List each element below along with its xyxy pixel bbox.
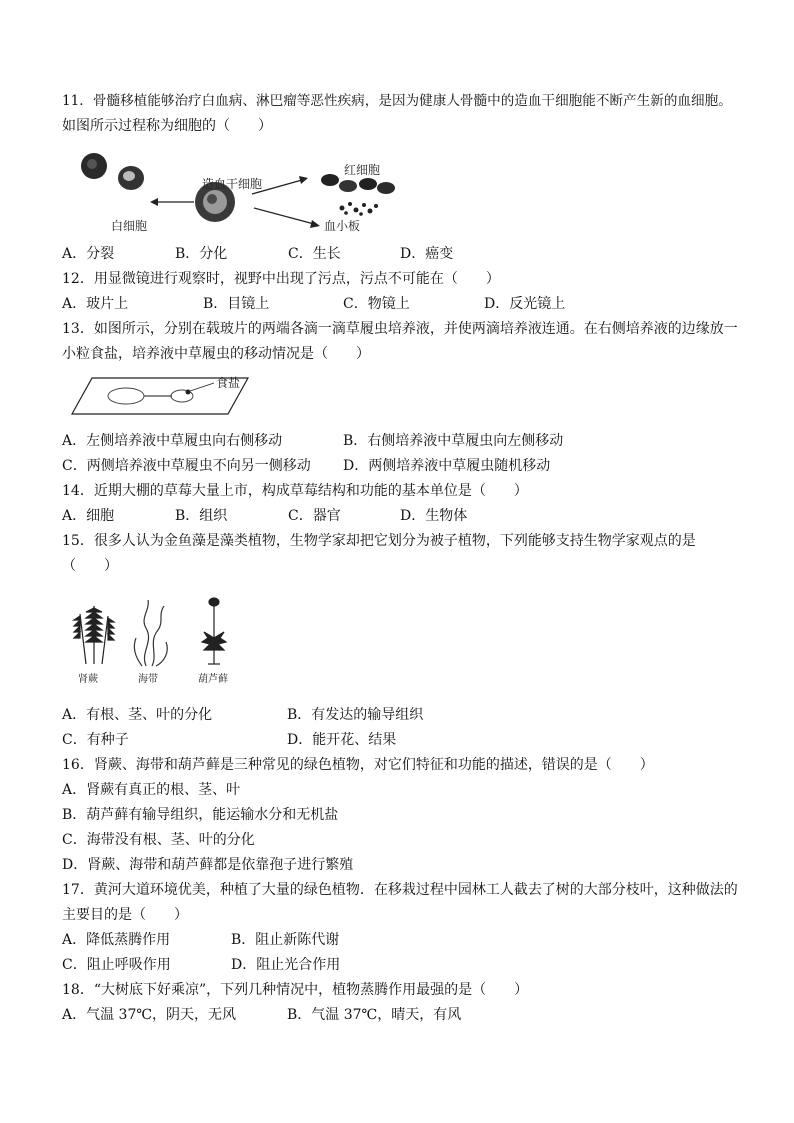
q12-option-b[interactable]: B．目镜上 bbox=[203, 296, 270, 312]
q16-option-b[interactable]: B．葫芦藓有输导组织，能运输水分和无机盐 bbox=[62, 807, 339, 823]
q15-stem-line1: 15．很多人认为金鱼藻是藻类植物，生物学家却把它划分为被子植物，下列能够支持生物学家观点的是 bbox=[62, 533, 696, 549]
q15-stem-line2: （ ） bbox=[62, 558, 118, 574]
slide-with-paramecium-figure bbox=[68, 372, 258, 422]
q12-stem: 12．用显微镜进行观察时，视野中出现了污点，污点不可能在（ ） bbox=[62, 271, 500, 287]
platelet-label: 血小板 bbox=[324, 219, 361, 233]
q17-stem-line1: 17．黄河大道环境优美，种植了大量的绿色植物．在移栽过程中园林工人截去了树的大部分枝叶，这种做法的 bbox=[62, 882, 738, 898]
q13-stem-line1: 13．如图所示，分别在载玻片的两端各滴一滴草履虫培养液，并使两滴培养液连通。在右侧培养液的边缘放一 bbox=[62, 321, 738, 337]
q13-option-c[interactable]: C．两侧培养液中草履虫不向另一侧移动 bbox=[62, 458, 311, 474]
q14-option-d[interactable]: D．生物体 bbox=[400, 508, 468, 524]
q15-option-a[interactable]: A．有根、茎、叶的分化 bbox=[62, 707, 213, 723]
q11-option-c[interactable]: C．生长 bbox=[288, 246, 341, 262]
q15-option-c[interactable]: C．有种子 bbox=[62, 732, 129, 748]
q11-option-a[interactable]: A．分裂 bbox=[62, 246, 115, 262]
q16-stem: 16．肾蕨、海带和葫芦藓是三种常见的绿色植物，对它们特征和功能的描述，错误的是（ ） bbox=[62, 757, 654, 773]
q18-stem: 18．“大树底下好乘凉”，下列几种情况中，植物蒸腾作用最强的是（ ） bbox=[62, 982, 529, 998]
three-plants-figure bbox=[66, 592, 246, 688]
q14-option-a[interactable]: A．细胞 bbox=[62, 508, 115, 524]
q12-option-a[interactable]: A．玻片上 bbox=[62, 296, 129, 312]
q11-option-d[interactable]: D．癌变 bbox=[400, 246, 454, 262]
q14-option-b[interactable]: B．组织 bbox=[175, 508, 228, 524]
q13-option-a[interactable]: A．左侧培养液中草履虫向右侧移动 bbox=[62, 433, 283, 449]
q12-option-d[interactable]: D．反光镜上 bbox=[484, 296, 566, 312]
left-culture-drop bbox=[108, 388, 144, 404]
q14-option-c[interactable]: C．器官 bbox=[288, 508, 341, 524]
moss-image bbox=[202, 598, 226, 664]
q11-option-b[interactable]: B．分化 bbox=[175, 246, 228, 262]
kelp-label: 海带 bbox=[138, 674, 158, 685]
q13-stem-line2: 小粒食盐，培养液中草履虫的移动情况是（ ） bbox=[62, 346, 370, 362]
q15-option-d[interactable]: D．能开花、结果 bbox=[287, 732, 397, 748]
red-blood-cell-image bbox=[321, 174, 339, 186]
salt-label: 食盐 bbox=[216, 376, 241, 390]
q11-stem-line1: 11．骨髓移植能够治疗白血病、淋巴瘤等恶性疾病，是因为健康人骨髓中的造血干细胞能不断产生新的血细胞。 bbox=[62, 93, 732, 109]
q18-option-a[interactable]: A．气温 37℃，阴天，无风 bbox=[62, 1007, 237, 1023]
q11-stem-line2: 如图所示过程称为细胞的（ ） bbox=[62, 118, 272, 134]
fern-image bbox=[74, 606, 114, 664]
q18-option-b[interactable]: B．气温 37℃，晴天，有风 bbox=[287, 1007, 462, 1023]
q17-stem-line2: 主要目的是（ ） bbox=[62, 907, 188, 923]
moss-label: 葫芦藓 bbox=[198, 674, 228, 685]
q16-option-c[interactable]: C．海带没有根、茎、叶的分化 bbox=[62, 832, 255, 848]
stem-cell-label: 造血干细胞 bbox=[202, 177, 263, 191]
q16-option-d[interactable]: D．肾蕨、海带和葫芦藓都是依靠孢子进行繁殖 bbox=[62, 857, 354, 873]
platelet-image bbox=[340, 202, 379, 216]
q12-option-c[interactable]: C．物镜上 bbox=[343, 296, 410, 312]
q13-option-d[interactable]: D．两侧培养液中草履虫随机移动 bbox=[343, 458, 551, 474]
red-blood-cell-label: 红细胞 bbox=[344, 163, 381, 177]
fern-label: 肾蕨 bbox=[78, 674, 98, 685]
q16-option-a[interactable]: A．肾蕨有真正的根、茎、叶 bbox=[62, 782, 241, 798]
q17-option-a[interactable]: A．降低蒸腾作用 bbox=[62, 932, 171, 948]
q15-option-b[interactable]: B．有发达的输导组织 bbox=[287, 707, 424, 723]
salt-grain bbox=[186, 390, 191, 395]
blood-cell-differentiation-figure bbox=[78, 150, 408, 238]
q17-option-d[interactable]: D．阻止光合作用 bbox=[231, 957, 341, 973]
q13-option-b[interactable]: B．右侧培养液中草履虫向左侧移动 bbox=[343, 433, 564, 449]
q17-option-b[interactable]: B．阻止新陈代谢 bbox=[231, 932, 340, 948]
q17-option-c[interactable]: C．阻止呼吸作用 bbox=[62, 957, 171, 973]
white-blood-cell-label: 白细胞 bbox=[111, 219, 148, 233]
kelp-image bbox=[134, 600, 167, 666]
q14-stem: 14．近期大棚的草莓大量上市，构成草莓结构和功能的基本单位是（ ） bbox=[62, 483, 528, 499]
